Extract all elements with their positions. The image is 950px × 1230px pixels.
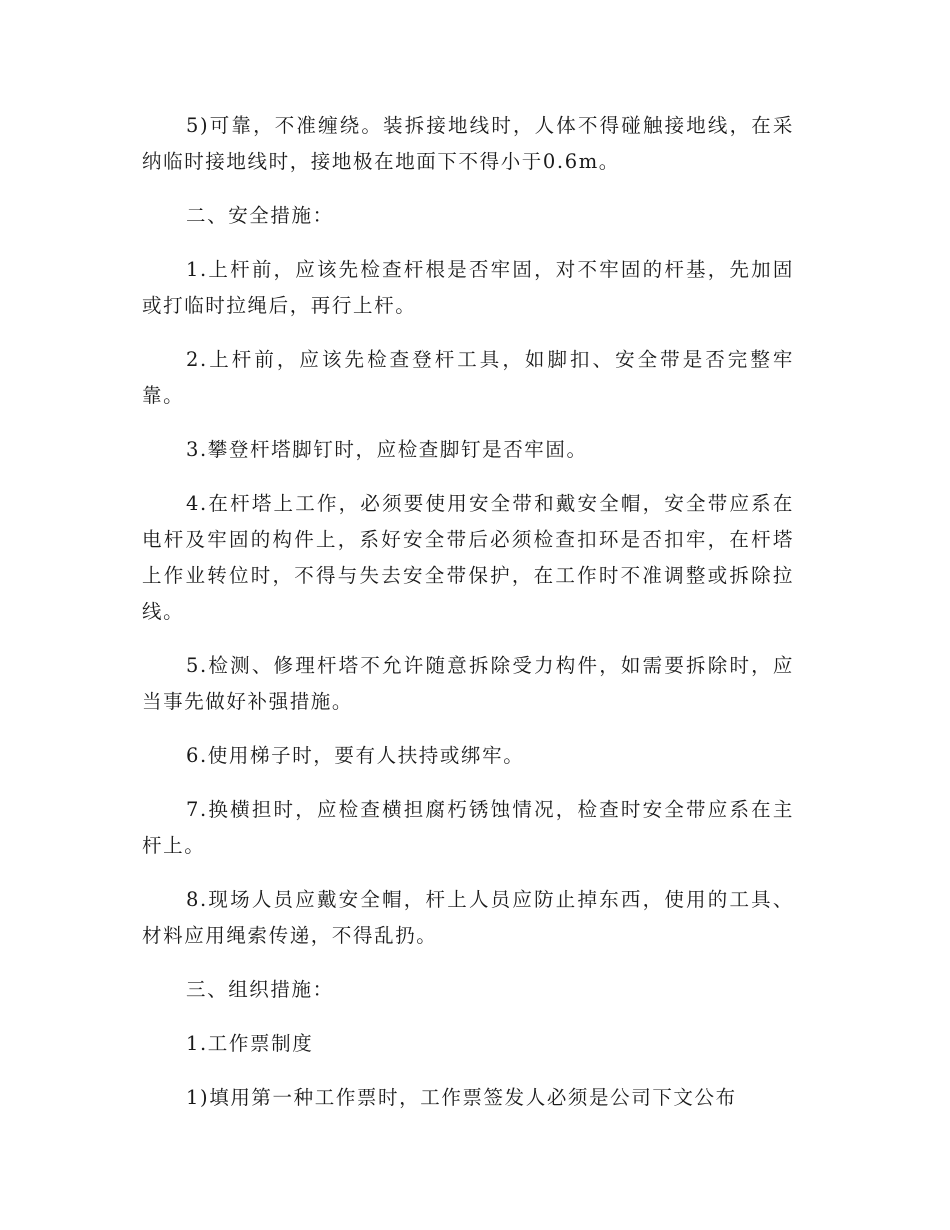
paragraph-safety-7: 7.换横担时，应检查横担腐朽锈蚀情况，检查时安全带应系在主杆上。 xyxy=(142,798,794,857)
paragraph-safety-2: 2.上杆前，应该先检查登杆工具，如脚扣、安全带是否完整牢靠。 xyxy=(142,348,794,407)
section-heading-organization-measures: 三、组织措施： xyxy=(186,978,334,1001)
paragraph-safety-4: 4.在杆塔上工作，必须要使用安全带和戴安全帽，安全带应系在电杆及牢固的构件上，系好安全带后必须检查扣环是否扣牢，在杆塔上作业转位时，不得与失去安全带保护，在工作时不准调整或拆除拉线。 xyxy=(142,492,794,623)
paragraph-work-ticket-1: 1)填用第一种工作票时，工作票签发人必须是公司下文公布 xyxy=(186,1086,737,1109)
paragraph-safety-3: 3.攀登杆塔脚钉时，应检查脚钉是否牢固。 xyxy=(186,438,588,461)
paragraph-safety-1: 1.上杆前，应该先检查杆根是否牢固，对不牢固的杆基，先加固或打临时拉绳后，再行上杆。 xyxy=(142,258,794,317)
subheading-work-ticket-system: 1.工作票制度 xyxy=(186,1032,314,1055)
paragraph-safety-8: 8.现场人员应戴安全帽，杆上人员应防止掉东西，使用的工具、材料应用绳索传递，不得乱扔。 xyxy=(142,888,794,947)
section-heading-safety-measures: 二、安全措施： xyxy=(186,204,334,227)
document-body xyxy=(142,108,794,1134)
paragraph-grounding-rules: 5)可靠，不准缠绕。装拆接地线时，人体不得碰触接地线，在采纳临时接地线时，接地极在地面下不得小于0.6m。 xyxy=(142,114,794,173)
paragraph-safety-5: 5.检测、修理杆塔不允许随意拆除受力构件，如需要拆除时，应当事先做好补强措施。 xyxy=(142,654,794,713)
paragraph-safety-6: 6.使用梯子时，要有人扶持或绑牢。 xyxy=(186,744,525,767)
